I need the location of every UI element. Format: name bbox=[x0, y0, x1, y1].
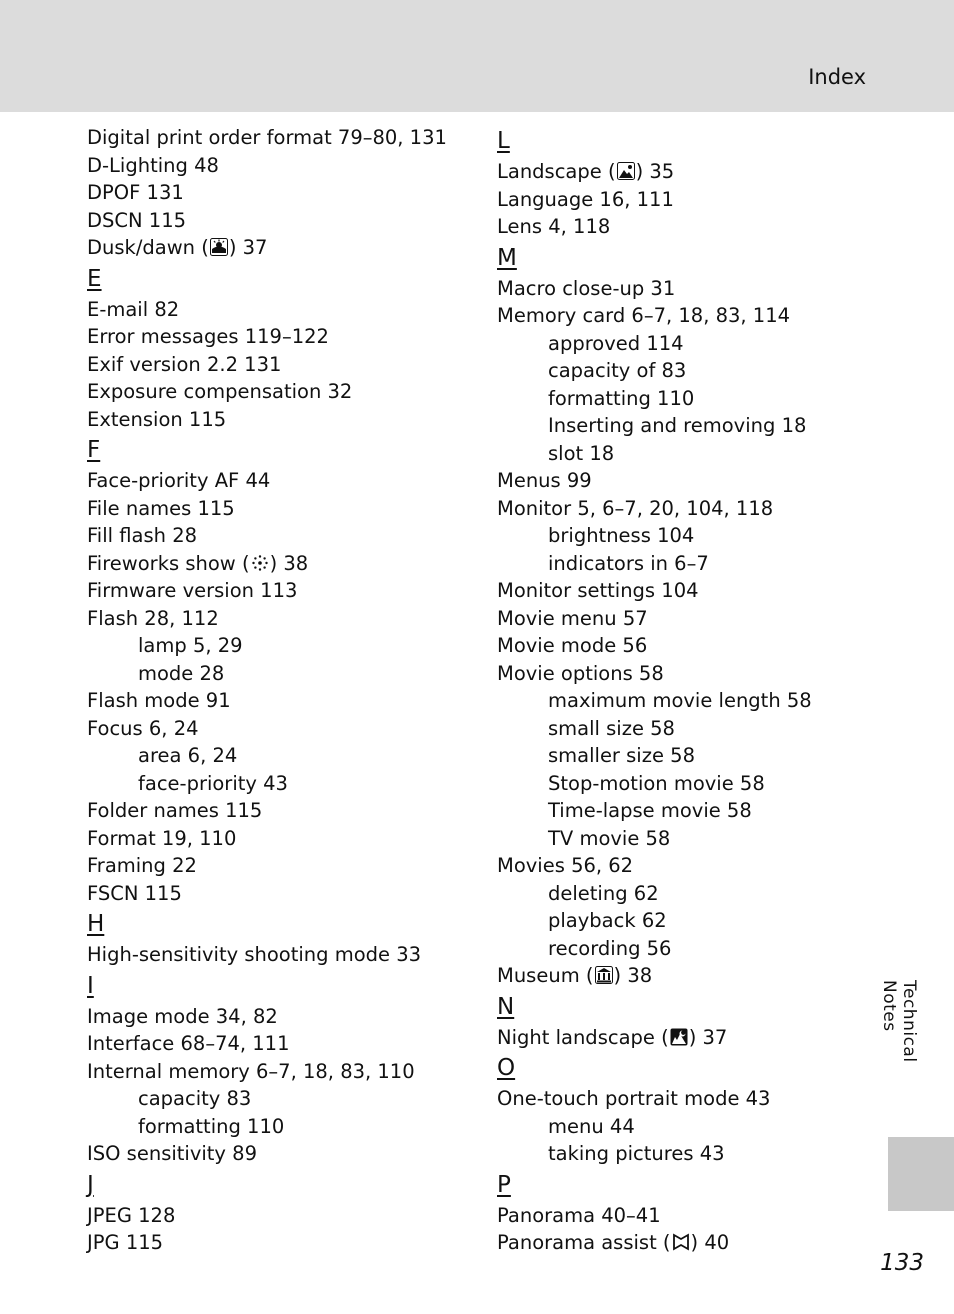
index-subentry: deleting 62 bbox=[548, 881, 659, 905]
index-entry: Movies 56, 62 bbox=[497, 854, 634, 877]
index-entry: Format 19, 110 bbox=[87, 826, 237, 850]
index-entry: Menus 99 bbox=[497, 469, 592, 492]
entry-page-refs: ) 35 bbox=[635, 160, 675, 183]
index-entry: Monitor 5, 6–7, 20, 104, 118 bbox=[497, 496, 774, 520]
index-entry bbox=[87, 234, 482, 262]
index-entry bbox=[497, 1229, 877, 1257]
index-entry: Face-priority AF 44 bbox=[87, 469, 271, 492]
index-subentry: approved 114 bbox=[548, 331, 684, 355]
museum-icon bbox=[594, 964, 614, 987]
entry-text: Dusk/dawn ( bbox=[87, 236, 209, 259]
entry-text: Panorama assist ( bbox=[497, 1231, 671, 1254]
index-entry: Firmware version 113 bbox=[87, 579, 298, 602]
index-subentry: Stop-motion movie 58 bbox=[548, 771, 765, 795]
index-entry: JPG 115 bbox=[87, 1231, 164, 1254]
index-entry: Framing 22 bbox=[87, 854, 197, 877]
index-entry: Interface 68–74, 111 bbox=[87, 1032, 290, 1055]
index-entry: FSCN 115 bbox=[87, 881, 182, 905]
index-subentry: taking pictures 43 bbox=[548, 1142, 725, 1165]
index-entry: Extension 115 bbox=[87, 407, 227, 431]
index-subentry: Time-lapse movie 58 bbox=[548, 799, 752, 822]
index-entry: Language 16, 111 bbox=[497, 187, 674, 211]
index-entry: Exposure compensation 32 bbox=[87, 380, 353, 403]
side-tab-label: Technical Notes bbox=[879, 980, 919, 1063]
index-subentry: small size 58 bbox=[548, 716, 675, 740]
index-letter-heading: J bbox=[87, 1171, 94, 1198]
index-subentry: formatting 110 bbox=[548, 386, 695, 410]
entry-text: Night landscape ( bbox=[497, 1025, 669, 1049]
index-subentry: mode 28 bbox=[138, 661, 225, 685]
index-letter-heading: L bbox=[497, 128, 510, 154]
index-entry: High-sensitivity shooting mode 33 bbox=[87, 943, 422, 966]
index-column-right bbox=[497, 124, 877, 1257]
index-letter-heading: I bbox=[87, 972, 94, 999]
index-subentry: menu 44 bbox=[548, 1114, 635, 1138]
index-entry: JPEG 128 bbox=[87, 1203, 176, 1227]
index-entry: Movie mode 56 bbox=[497, 634, 648, 657]
index-entry: Movie menu 57 bbox=[497, 606, 648, 630]
index-entry: Error messages 119–122 bbox=[87, 325, 329, 348]
index-entry: Fill flash 28 bbox=[87, 524, 198, 547]
index-subentry: capacity of 83 bbox=[548, 359, 687, 382]
index-entry: One-touch portrait mode 43 bbox=[497, 1087, 771, 1110]
landscape-icon bbox=[616, 160, 636, 183]
entry-text: Landscape ( bbox=[497, 160, 616, 183]
entry-text: Museum ( bbox=[497, 964, 594, 987]
index-entry: Macro close-up 31 bbox=[497, 276, 676, 300]
index-entry bbox=[87, 550, 482, 578]
index-entry: Flash mode 91 bbox=[87, 689, 231, 712]
index-subentry: indicators in 6–7 bbox=[548, 551, 709, 575]
panorama-assist-icon bbox=[671, 1231, 691, 1254]
index-entry: Movie options 58 bbox=[497, 661, 664, 685]
entry-text: Fireworks show ( bbox=[87, 551, 250, 575]
index-column-left bbox=[87, 124, 482, 1257]
index-entry: Digital print order format 79–80, 131 bbox=[87, 126, 447, 149]
entry-page-refs: ) 37 bbox=[688, 1025, 728, 1049]
index-subentry: maximum movie length 58 bbox=[548, 689, 812, 712]
index-entry: Memory card 6–7, 18, 83, 114 bbox=[497, 304, 791, 327]
index-entry: Focus 6, 24 bbox=[87, 716, 199, 740]
index-entry: Exif version 2.2 131 bbox=[87, 352, 282, 376]
fireworks-icon bbox=[250, 552, 270, 575]
index-entry: E-mail 82 bbox=[87, 297, 180, 321]
index-entry: Panorama 40–41 bbox=[497, 1203, 661, 1227]
index-subentry: area 6, 24 bbox=[138, 744, 238, 767]
index-subentry: playback 62 bbox=[548, 909, 667, 932]
index-entry: Flash 28, 112 bbox=[87, 606, 219, 630]
dusk-dawn-icon bbox=[209, 236, 229, 259]
index-entry: Folder names 115 bbox=[87, 799, 263, 822]
entry-page-refs: ) 40 bbox=[690, 1231, 730, 1254]
index-subentry: smaller size 58 bbox=[548, 744, 695, 767]
index-letter-heading: E bbox=[87, 265, 102, 292]
index-letter-heading: O bbox=[497, 1055, 516, 1081]
index-entry: ISO sensitivity 89 bbox=[87, 1142, 257, 1165]
header-band bbox=[0, 0, 954, 112]
index-subentry: recording 56 bbox=[548, 936, 672, 960]
index-subentry: capacity 83 bbox=[138, 1087, 252, 1110]
index-entry: DPOF 131 bbox=[87, 181, 184, 204]
index-letter-heading: M bbox=[497, 244, 517, 271]
index-entry: Monitor settings 104 bbox=[497, 579, 699, 602]
entry-page-refs: ) 38 bbox=[613, 964, 653, 987]
index-letter-heading: H bbox=[87, 911, 105, 937]
index-subentry: TV movie 58 bbox=[548, 826, 671, 850]
index-entry: Lens 4, 118 bbox=[497, 215, 611, 238]
entry-page-refs: ) 38 bbox=[269, 551, 309, 575]
index-letter-heading: N bbox=[497, 993, 515, 1020]
index-entry bbox=[497, 1024, 877, 1052]
section-title: Index bbox=[808, 65, 866, 89]
index-entry: Internal memory 6–7, 18, 83, 110 bbox=[87, 1059, 415, 1083]
index-subentry: formatting 110 bbox=[138, 1114, 285, 1138]
page-number: 133 bbox=[880, 1250, 924, 1276]
index-entry: D-Lighting 48 bbox=[87, 153, 219, 177]
index-entry bbox=[497, 962, 877, 990]
entry-page-refs: ) 37 bbox=[228, 236, 268, 259]
index-entry: Image mode 34, 82 bbox=[87, 1004, 278, 1028]
index-subentry: lamp 5, 29 bbox=[138, 634, 243, 657]
index-subentry: face-priority 43 bbox=[138, 771, 288, 795]
index-letter-heading: F bbox=[87, 437, 101, 463]
index-subentry: Inserting and removing 18 bbox=[548, 414, 807, 437]
index-entry: File names 115 bbox=[87, 496, 235, 520]
night-landscape-icon bbox=[669, 1026, 689, 1049]
side-tab[interactable] bbox=[888, 1137, 954, 1211]
index-entry: DSCN 115 bbox=[87, 208, 187, 232]
index-letter-heading: P bbox=[497, 1171, 511, 1198]
index-subentry: slot 18 bbox=[548, 441, 615, 465]
index-subentry: brightness 104 bbox=[548, 524, 695, 547]
index-entry bbox=[497, 158, 877, 186]
